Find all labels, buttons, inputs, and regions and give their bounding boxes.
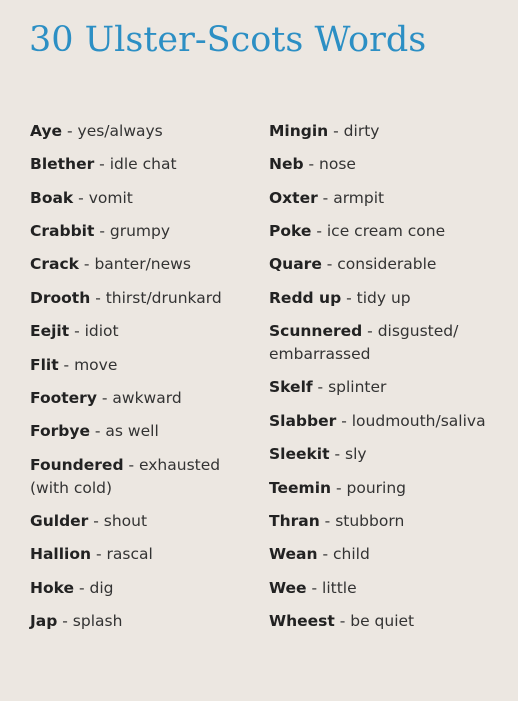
word-entry (30, 153, 177, 176)
word-separator: - (312, 378, 329, 396)
word-separator: - (91, 545, 107, 563)
word-definition: banter/news (94, 255, 191, 273)
word-separator: - (331, 479, 347, 497)
word-definition: disgusted/ (377, 322, 459, 340)
word-separator: - (317, 189, 334, 207)
word-entry (269, 410, 486, 433)
word-term: Slabber (269, 412, 337, 430)
word-term: Scunnered (269, 322, 363, 340)
word-definition: dig (89, 579, 114, 597)
word-definition: armpit (333, 189, 385, 207)
word-entry (30, 610, 122, 633)
word-definition: ice cream cone (326, 222, 446, 240)
word-entry (269, 287, 411, 310)
word-term: Flit (30, 356, 59, 374)
word-definition: pouring (346, 479, 406, 497)
word-definition: considerable (337, 255, 437, 273)
word-separator: - (329, 445, 345, 463)
word-entry (30, 420, 159, 443)
word-term: Footery (30, 389, 97, 407)
word-definition: rascal (106, 545, 153, 563)
word-term: Poke (269, 222, 312, 240)
word-separator: - (362, 322, 378, 340)
word-entry (269, 376, 386, 399)
word-term: Crabbit (30, 222, 95, 240)
word-definition: stubborn (335, 512, 405, 530)
word-term: Foundered (30, 456, 124, 474)
word-separator: - (306, 579, 323, 597)
word-term: Skelf (269, 378, 313, 396)
word-separator: - (328, 122, 344, 140)
word-entry (30, 253, 191, 276)
word-separator: - (78, 255, 95, 273)
word-separator: - (334, 612, 351, 630)
word-definition: thirst/drunkard (105, 289, 222, 307)
word-definition: child (333, 545, 370, 563)
word-separator: - (123, 456, 139, 474)
word-term: Crack (30, 255, 79, 273)
word-term: Redd up (269, 289, 342, 307)
word-term: Quare (269, 255, 322, 273)
word-term: Forbye (30, 422, 90, 440)
word-separator: - (88, 512, 104, 530)
word-definition: shout (103, 512, 148, 530)
word-term: Hallion (30, 545, 92, 563)
page-title: 30 Ulster-Scots Words (29, 20, 427, 60)
word-separator: - (62, 122, 78, 140)
word-term: Teemin (269, 479, 332, 497)
word-entry (269, 220, 445, 243)
word-separator: - (311, 222, 327, 240)
word-entry (269, 610, 414, 633)
word-term: Thran (269, 512, 320, 530)
word-entry (30, 387, 182, 410)
word-separator: - (94, 155, 110, 173)
word-entry (269, 187, 384, 210)
word-definition: little (322, 579, 357, 597)
word-entry (30, 454, 220, 500)
word-separator: - (74, 579, 90, 597)
word-separator: - (96, 389, 113, 407)
word-separator: - (317, 545, 334, 563)
word-separator: - (321, 255, 338, 273)
word-definition: idle chat (109, 155, 177, 173)
word-term: Wee (269, 579, 307, 597)
word-entry (30, 120, 163, 143)
word-definition: vomit (88, 189, 133, 207)
word-definition-continued: (with cold) (30, 479, 113, 497)
word-separator: - (73, 189, 89, 207)
word-separator: - (303, 155, 320, 173)
word-definition: move (74, 356, 118, 374)
word-entry (30, 543, 153, 566)
word-entry (30, 510, 147, 533)
word-definition: tidy up (356, 289, 411, 307)
word-entry (30, 220, 170, 243)
word-definition: loudmouth/saliva (351, 412, 486, 430)
word-term: Aye (30, 122, 63, 140)
word-entry (269, 120, 379, 143)
word-term: Drooth (30, 289, 91, 307)
word-separator: - (341, 289, 357, 307)
word-definition: as well (105, 422, 159, 440)
word-separator: - (319, 512, 336, 530)
word-entry (269, 543, 370, 566)
word-entry (269, 320, 458, 366)
word-definition: sly (345, 445, 367, 463)
word-entry (269, 253, 436, 276)
word-term: Sleekit (269, 445, 330, 463)
word-entry (30, 287, 222, 310)
word-term: Gulder (30, 512, 89, 530)
word-definition: nose (319, 155, 356, 173)
word-entry (269, 443, 367, 466)
word-entry (30, 354, 117, 377)
word-term: Neb (269, 155, 304, 173)
word-definition: be quiet (350, 612, 415, 630)
word-term: Boak (30, 189, 74, 207)
word-entry (269, 510, 404, 533)
word-separator: - (57, 612, 73, 630)
word-term: Eejit (30, 322, 70, 340)
word-definition: yes/always (77, 122, 163, 140)
word-definition: splinter (328, 378, 387, 396)
word-separator: - (58, 356, 75, 374)
word-definition: awkward (112, 389, 182, 407)
word-term: Oxter (269, 189, 318, 207)
word-term: Wean (269, 545, 318, 563)
word-separator: - (90, 289, 106, 307)
word-entry (269, 153, 356, 176)
word-term: Mingin (269, 122, 329, 140)
word-entry (269, 577, 357, 600)
word-definition: exhausted (139, 456, 221, 474)
word-entry (269, 477, 406, 500)
word-term: Blether (30, 155, 95, 173)
word-separator: - (336, 412, 352, 430)
word-definition: dirty (343, 122, 380, 140)
word-term: Wheest (269, 612, 335, 630)
word-definition: splash (72, 612, 123, 630)
word-definition-continued: embarrassed (269, 345, 371, 363)
word-term: Jap (30, 612, 58, 630)
word-separator: - (69, 322, 85, 340)
word-entry (30, 320, 119, 343)
word-separator: - (94, 222, 110, 240)
word-definition: grumpy (109, 222, 171, 240)
word-entry (30, 187, 133, 210)
word-entry (30, 577, 113, 600)
word-separator: - (89, 422, 106, 440)
word-definition: idiot (84, 322, 119, 340)
word-term: Hoke (30, 579, 75, 597)
